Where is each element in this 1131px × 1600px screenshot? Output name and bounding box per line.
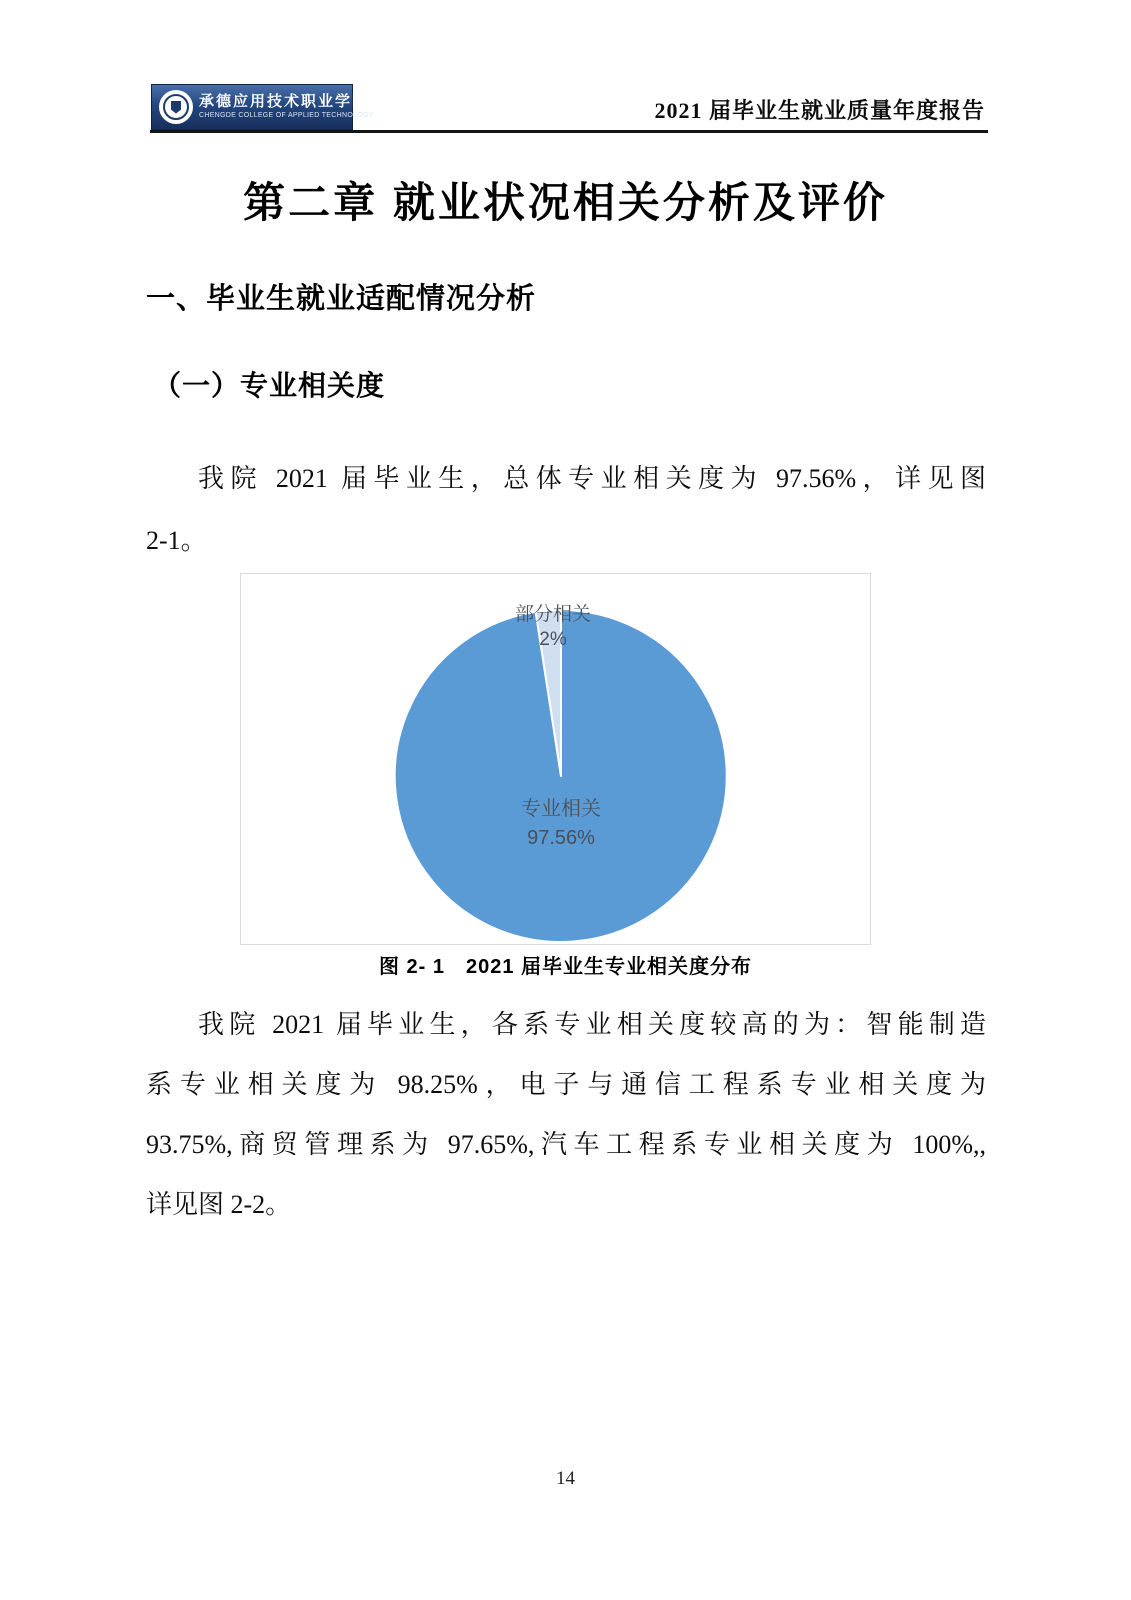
college-name-en: CHENGDE COLLEGE OF APPLIED TECHNOLOGY xyxy=(199,112,374,120)
paragraph-1-line-1: 我院 2021 届毕业生，总体专业相关度为 97.56%，详见图 xyxy=(198,464,986,493)
college-name-cn: 承德应用技术职业学院 xyxy=(199,93,370,110)
subsection-heading: （一）专业相关度 xyxy=(153,371,386,402)
pie-label-partial-value: 2% xyxy=(539,629,567,650)
paragraph-2-line-1: 我院 2021 届毕业生，各系专业相关度较高的为：智能制造 xyxy=(198,1010,986,1039)
pie-label-major-value: 97.56% xyxy=(527,827,595,849)
paragraph-2-line-2: 系专业相关度为 98.25%，电子与通信工程系专业相关度为 xyxy=(146,1070,986,1099)
chapter-title: 第二章 就业状况相关分析及评价 xyxy=(243,179,888,226)
paragraph-1 xyxy=(146,448,986,572)
section-heading: 一、毕业生就业适配情况分析 xyxy=(146,283,537,315)
header-rule xyxy=(150,130,988,133)
paragraph-2 xyxy=(146,995,986,1235)
report-title: 2021 届毕业生就业质量年度报告 xyxy=(654,98,985,123)
pie-label-partial-related xyxy=(492,602,614,652)
paragraph-1-line-2: 2-1。 xyxy=(146,526,207,555)
pie-label-partial-name: 部分相关 xyxy=(514,604,591,625)
college-emblem-icon xyxy=(159,90,193,124)
paragraph-2-line-4: 详见图 2-2。 xyxy=(146,1190,292,1219)
paragraph-2-line-3: 93.75%,商贸管理系为 97.65%,汽车工程系专业相关度为 100%,, xyxy=(146,1130,986,1159)
page-number: 14 xyxy=(556,1468,575,1489)
pie-label-major-related xyxy=(481,795,641,853)
figure-caption: 图 2- 1 2021 届毕业生专业相关度分布 xyxy=(378,956,753,978)
college-logo xyxy=(152,85,374,129)
pie-label-major-name: 专业相关 xyxy=(521,798,601,820)
figure-2-1-pie-chart xyxy=(240,573,871,945)
